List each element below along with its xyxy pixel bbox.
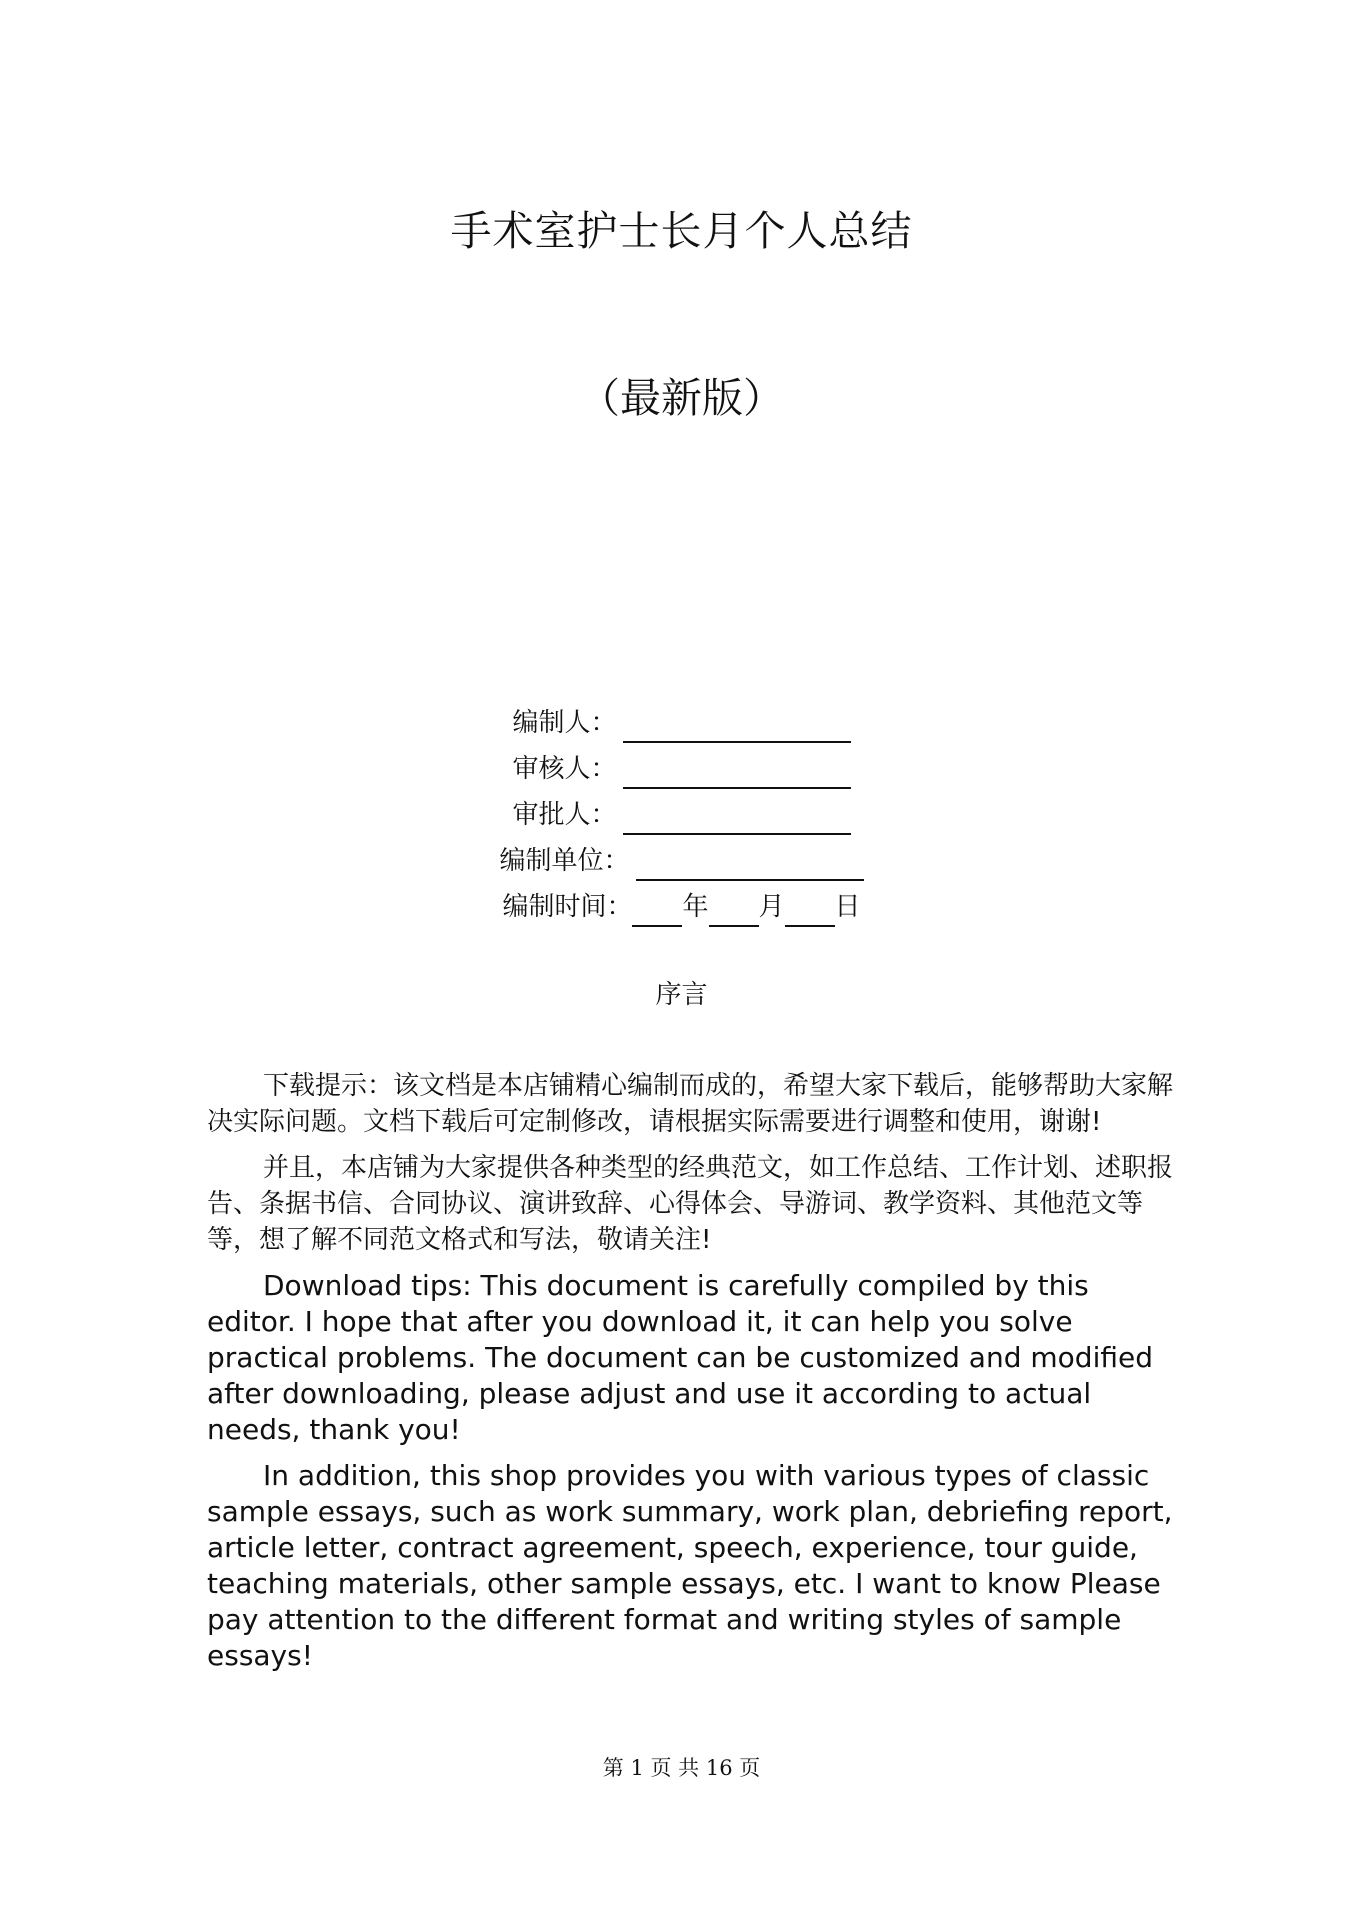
meta-fields [0, 697, 1363, 927]
date-parts [632, 887, 860, 927]
meta-row-reviewer [0, 743, 1363, 789]
paragraph-shop-info-en: In addition, this shop provides you with various types of classic sample essays, such as work summary, work plan, debriefing report, article letter, contract agreement, speech, experience, tour guide, teaching materials, other sample essays, etc. I want to know Please pay attention to the different format and writing styles of sample essays! [207, 1459, 1173, 1672]
meta-label-approver: 审批人： [512, 800, 617, 830]
meta-row-unit [0, 835, 1363, 881]
document-title: 手术室护士长月个人总结 [450, 207, 913, 255]
meta-row-author [0, 697, 1363, 743]
document-subtitle: （最新版） [579, 374, 784, 422]
meta-blank-reviewer [623, 755, 851, 789]
meta-row-date [0, 881, 1363, 927]
paragraph-download-tip-en: Download tips: This document is carefully compiled by this editor. I hope that after you download it, it can help you solve practical problems. The document can be customized and modified after downloading, please adjust and use it according to actual needs, thank you! [207, 1269, 1153, 1446]
meta-blank-unit [636, 847, 864, 881]
date-day-label: 日 [834, 892, 861, 922]
paragraph-download-tip-zh: 下载提示：该文档是本店铺精心编制而成的，希望大家下载后，能够帮助大家解决实际问题。文档下载后可定制修改，请根据实际需要进行调整和使用，谢谢! [207, 1071, 1174, 1137]
meta-label-date: 编制时间： [502, 892, 633, 922]
date-blank-day [785, 893, 835, 927]
preface-body [207, 1068, 1182, 1684]
date-blank-month [709, 893, 759, 927]
date-blank-year [632, 893, 682, 927]
meta-blank-author [623, 709, 851, 743]
date-year-label: 年 [682, 892, 709, 922]
meta-row-approver [0, 789, 1363, 835]
meta-label-author: 编制人： [512, 708, 617, 738]
meta-label-reviewer: 审核人： [512, 754, 617, 784]
preface-heading: 序言 [655, 980, 708, 1010]
date-month-label: 月 [758, 892, 785, 922]
meta-label-unit: 编制单位： [499, 846, 630, 876]
paragraph-shop-info-zh: 并且，本店铺为大家提供各种类型的经典范文，如工作总结、工作计划、述职报告、条据书信、合同协议、演讲致辞、心得体会、导游词、教学资料、其他范文等等，想了解不同范文格式和写法，敬请关注! [207, 1153, 1174, 1255]
page-footer: 第 1 页 共 16 页 [602, 1756, 761, 1780]
meta-blank-approver [623, 801, 851, 835]
